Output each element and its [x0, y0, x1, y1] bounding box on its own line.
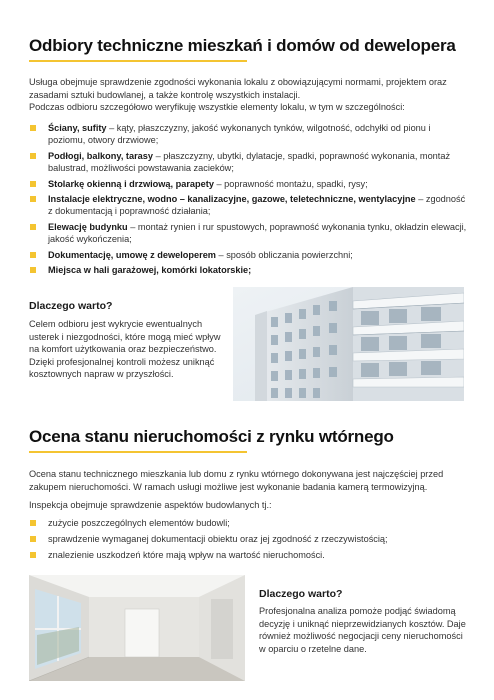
list-item: Stolarkę okienną i drzwiową, parapety – poprawność montażu, spadki, rysy; — [29, 178, 469, 190]
list-item: sprawdzenie wymaganej dokumentacji obiektu oraz jej zgodność z rzeczywistością; — [29, 533, 469, 545]
list-item: Dokumentację, umowę z deweloperem – sposób obliczania powierzchni; — [29, 249, 469, 261]
bullet-icon — [30, 520, 36, 526]
building-photo — [233, 287, 464, 401]
section1-title: Odbiory techniczne mieszkań i domów od dewelopera — [29, 36, 456, 55]
list-item: Elewację budynku – montaż rynien i rur spustowych, poprawność wykonania tynku, okładzin elewacji, jakość wykończenia; — [29, 221, 469, 246]
bullet-icon — [30, 224, 36, 230]
section1-intro2: Podczas odbioru szczegółowo weryfikuję wszystkie elementy lokalu, w tym w szczególności: — [29, 102, 405, 112]
bullet-icon — [30, 536, 36, 542]
list-item: zużycie poszczególnych elementów budowli; — [29, 517, 469, 529]
section1-checklist — [29, 122, 469, 279]
section1-why-heading: Dlaczego warto? — [29, 300, 113, 312]
list-item: Instalacje elektryczne, wodno – kanalizacyjne, gazowe, teletechniczne, wentylacyjne – zgodność z dokumentacją i poprawność działania; — [29, 193, 469, 218]
section1-title-underline — [29, 60, 247, 62]
interior-photo — [29, 575, 245, 681]
section2-title-underline — [29, 451, 247, 453]
section1-why-text: Celem odbioru jest wykrycie ewentualnych usterek i niezgodności, które mogą mieć wpływ na komfort użytkowania oraz bezpieczeństwo. Dzięki profesjonalnej kontroli możesz uniknąć kosztownych napraw w przyszłości. — [29, 319, 221, 380]
section2-title: Ocena stanu nieruchomości z rynku wtórnego — [29, 427, 394, 446]
list-item: Podłogi, balkony, tarasy – płaszczyzny, ubytki, dylatacje, spadki, poprawność wykonania, montaż balustrad, możliwości powstawania zacieków; — [29, 150, 469, 175]
list-item: Ściany, sufity – kąty, płaszczyzny, jakość wykonanych tynków, wilgotność, odchyłki od pionu i poziomu, otwory drzwiowe; — [29, 122, 469, 147]
section2-intro: Ocena stanu technicznego mieszkania lub domu z rynku wtórnego dokonywana jest najczęściej przed zakupem nieruchomości. W ramach usługi możliwe jest wykonanie badania kamerą termowizyjną. — [29, 469, 444, 492]
bullet-icon — [30, 552, 36, 558]
bullet-icon — [30, 252, 36, 258]
section2-why-heading: Dlaczego warto? — [259, 588, 343, 600]
bullet-icon — [30, 153, 36, 159]
list-item: Miejsca w hali garażowej, komórki lokatorskie; — [29, 264, 469, 276]
section2-checklist — [29, 517, 469, 565]
list-item: znalezienie uszkodzeń które mają wpływ na wartość nieruchomości. — [29, 549, 469, 561]
section2-why-text: Profesjonalna analiza pomoże podjąć świadomą decyzję i uniknąć nieprzewidzianych kosztów. Daje również możliwość negocjacji ceny nieruchomości w oparciu o rzetelne dane. — [259, 606, 466, 654]
bullet-icon — [30, 125, 36, 131]
section2-intro2: Inspekcja obejmuje sprawdzenie aspektów budowlanych tj.: — [29, 500, 272, 510]
section1-intro: Usługa obejmuje sprawdzenie zgodności wykonania lokalu z obowiązującymi normami, projektem oraz zasadami sztuki budowlanej, a także kontrolę wszystkich instalacji. — [29, 77, 447, 100]
bullet-icon — [30, 196, 36, 202]
bullet-icon — [30, 181, 36, 187]
bullet-icon — [30, 267, 36, 273]
